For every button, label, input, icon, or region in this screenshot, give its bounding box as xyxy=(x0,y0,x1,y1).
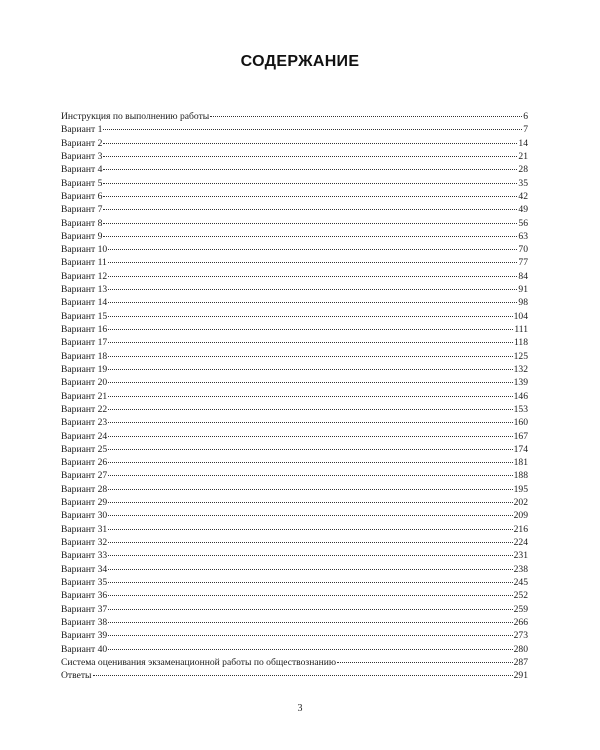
toc-entry-page: 7 xyxy=(523,124,528,136)
dot-leader xyxy=(108,569,512,570)
toc-entry xyxy=(61,350,528,363)
toc-entry-label: Вариант 10 xyxy=(61,244,108,256)
toc-entry-label: Вариант 25 xyxy=(61,443,108,455)
toc-entry-label: Вариант 30 xyxy=(61,510,108,522)
dot-leader xyxy=(93,675,513,676)
toc-entry-label: Система оценивания экзаменационной работы по обществознанию xyxy=(61,656,337,668)
dot-leader xyxy=(108,462,512,463)
toc-entry-label: Вариант 2 xyxy=(61,137,103,149)
toc-entry xyxy=(61,669,528,682)
dot-leader xyxy=(337,662,513,663)
toc-entry-label: Вариант 13 xyxy=(61,284,108,296)
dot-leader xyxy=(108,515,512,516)
toc-entry xyxy=(61,150,528,163)
toc-entry-page: 287 xyxy=(513,656,528,668)
toc-entry-page: 14 xyxy=(518,137,528,149)
toc-entry xyxy=(61,483,528,496)
toc-entry-label: Вариант 29 xyxy=(61,497,108,509)
dot-leader xyxy=(103,236,517,237)
toc-entry xyxy=(61,323,528,336)
toc-entry-page: 181 xyxy=(513,457,528,469)
toc-entry xyxy=(61,549,528,562)
toc-entry xyxy=(61,576,528,589)
toc-entry-page: 188 xyxy=(513,470,528,482)
dot-leader xyxy=(108,475,512,476)
toc-entry xyxy=(61,363,528,376)
dot-leader xyxy=(108,262,518,263)
toc-entry-page: 77 xyxy=(518,257,528,269)
toc-entry xyxy=(61,536,528,549)
toc-entry-page: 98 xyxy=(518,297,528,309)
toc-entry xyxy=(61,403,528,416)
dot-leader xyxy=(108,555,512,556)
toc-entry-label: Вариант 34 xyxy=(61,563,108,575)
toc-entry-page: 21 xyxy=(518,150,528,162)
toc-entry-label: Вариант 5 xyxy=(61,177,103,189)
toc-entry-page: 245 xyxy=(513,576,528,588)
toc-entry-page: 63 xyxy=(518,230,528,242)
dot-leader xyxy=(108,342,513,343)
toc-entry-label: Вариант 9 xyxy=(61,230,103,242)
toc-entry-page: 167 xyxy=(513,430,528,442)
toc-entry xyxy=(61,137,528,150)
toc-entry-page: 139 xyxy=(513,377,528,389)
dot-leader xyxy=(103,129,522,130)
toc-entry-label: Вариант 37 xyxy=(61,603,108,615)
toc-entry-label: Вариант 7 xyxy=(61,204,103,216)
toc-entry-page: 70 xyxy=(518,244,528,256)
toc-entry-label: Вариант 31 xyxy=(61,523,108,535)
dot-leader xyxy=(103,183,517,184)
toc-entry-page: 266 xyxy=(513,616,528,628)
toc-entry xyxy=(61,177,528,190)
dot-leader xyxy=(103,169,517,170)
dot-leader xyxy=(108,249,517,250)
toc-entry-label: Вариант 38 xyxy=(61,616,108,628)
toc-entry xyxy=(61,629,528,642)
toc-entry-label: Вариант 22 xyxy=(61,403,108,415)
toc-entry-page: 35 xyxy=(518,177,528,189)
toc-entry-page: 216 xyxy=(513,523,528,535)
toc-entry xyxy=(61,443,528,456)
toc-entry xyxy=(61,390,528,403)
toc-entry xyxy=(61,589,528,602)
toc-entry-page: 104 xyxy=(513,310,528,322)
toc-entry-page: 42 xyxy=(518,190,528,202)
dot-leader xyxy=(108,529,512,530)
toc-entry xyxy=(61,217,528,230)
toc-entry-label: Инструкция по выполнению работы xyxy=(61,111,210,122)
toc-entry xyxy=(61,509,528,522)
toc-entry-page: 160 xyxy=(513,417,528,429)
toc-entry-page: 6 xyxy=(523,111,528,122)
toc-entry-page: 252 xyxy=(513,590,528,602)
toc-entry-page: 291 xyxy=(513,670,528,682)
dot-leader xyxy=(108,635,512,636)
dot-leader xyxy=(103,196,517,197)
toc-entry xyxy=(61,283,528,296)
toc-entry xyxy=(61,430,528,443)
dot-leader xyxy=(108,422,512,423)
page-number: 3 xyxy=(297,703,303,714)
toc-entry-page: 84 xyxy=(518,270,528,282)
dot-leader xyxy=(108,369,512,370)
dot-leader xyxy=(103,223,517,224)
toc-entry-label: Вариант 26 xyxy=(61,457,108,469)
toc-entry-label: Вариант 6 xyxy=(61,190,103,202)
toc-entry xyxy=(61,190,528,203)
toc-entry xyxy=(61,456,528,469)
dot-leader xyxy=(108,289,517,290)
page-title: СОДЕРЖАНИЕ xyxy=(240,53,360,70)
dot-leader xyxy=(108,649,512,650)
toc-entry-label: Вариант 39 xyxy=(61,630,108,642)
toc-entry-label: Вариант 14 xyxy=(61,297,108,309)
toc-entry xyxy=(61,416,528,429)
toc-entry-label: Вариант 18 xyxy=(61,350,108,362)
toc-entry xyxy=(61,616,528,629)
toc-entry-label: Вариант 33 xyxy=(61,550,108,562)
dot-leader xyxy=(108,542,512,543)
toc-entry-page: 259 xyxy=(513,603,528,615)
toc-entry xyxy=(61,523,528,536)
toc-entry-label: Вариант 15 xyxy=(61,310,108,322)
toc-entry-label: Вариант 3 xyxy=(61,150,103,162)
toc-entry xyxy=(61,243,528,256)
toc-entry-label: Вариант 40 xyxy=(61,643,108,655)
toc-entry-label: Вариант 11 xyxy=(61,257,107,269)
toc-entry xyxy=(61,256,528,269)
toc-entry-page: 238 xyxy=(513,563,528,575)
toc-entry-page: 125 xyxy=(513,350,528,362)
dot-leader xyxy=(108,302,517,303)
toc-entry xyxy=(61,310,528,323)
toc-entry-page: 202 xyxy=(513,497,528,509)
toc-entry-page: 174 xyxy=(513,443,528,455)
dot-leader xyxy=(103,209,517,210)
toc-entry xyxy=(61,270,528,283)
toc-entry-label: Вариант 21 xyxy=(61,390,108,402)
toc-entry xyxy=(61,643,528,656)
dot-leader xyxy=(108,609,512,610)
toc-entry-label: Вариант 20 xyxy=(61,377,108,389)
toc-entry xyxy=(61,203,528,216)
dot-leader xyxy=(210,116,522,117)
dot-leader xyxy=(108,449,512,450)
dot-leader xyxy=(108,382,512,383)
dot-leader xyxy=(108,622,512,623)
toc-entry-page: 209 xyxy=(513,510,528,522)
toc-entry-label: Вариант 1 xyxy=(61,124,103,136)
toc-entry-label: Вариант 24 xyxy=(61,430,108,442)
table-of-contents xyxy=(61,110,528,682)
toc-entry-page: 146 xyxy=(513,390,528,402)
toc-entry xyxy=(61,336,528,349)
dot-leader xyxy=(108,396,512,397)
toc-entry xyxy=(61,110,528,123)
toc-entry-page: 91 xyxy=(518,284,528,296)
dot-leader xyxy=(108,502,512,503)
dot-leader xyxy=(108,356,512,357)
toc-entry-label: Вариант 4 xyxy=(61,164,103,176)
dot-leader xyxy=(103,156,517,157)
dot-leader xyxy=(108,595,512,596)
dot-leader xyxy=(103,143,517,144)
toc-entry xyxy=(61,376,528,389)
toc-entry xyxy=(61,123,528,136)
toc-entry-label: Вариант 19 xyxy=(61,363,108,375)
toc-entry-page: 280 xyxy=(513,643,528,655)
toc-entry xyxy=(61,496,528,509)
toc-entry-label: Вариант 28 xyxy=(61,483,108,495)
toc-entry-page: 273 xyxy=(513,630,528,642)
dot-leader xyxy=(108,316,512,317)
toc-entry-page: 111 xyxy=(514,324,528,335)
toc-entry-page: 28 xyxy=(518,164,528,176)
toc-entry xyxy=(61,296,528,309)
toc-entry-label: Вариант 12 xyxy=(61,270,108,282)
toc-entry-label: Вариант 17 xyxy=(61,337,108,349)
toc-entry-label: Ответы xyxy=(61,670,92,682)
toc-entry-label: Вариант 16 xyxy=(61,324,108,335)
toc-entry-label: Вариант 27 xyxy=(61,470,108,482)
toc-entry-label: Вариант 35 xyxy=(61,576,108,588)
dot-leader xyxy=(108,409,512,410)
toc-entry-page: 49 xyxy=(518,204,528,216)
toc-entry-page: 195 xyxy=(513,483,528,495)
toc-entry xyxy=(61,563,528,576)
toc-entry-label: Вариант 8 xyxy=(61,217,103,229)
dot-leader xyxy=(108,276,517,277)
toc-entry-page: 224 xyxy=(513,537,528,548)
toc-entry-page: 153 xyxy=(513,403,528,415)
toc-entry xyxy=(61,163,528,176)
toc-entry-page: 118 xyxy=(513,337,528,349)
toc-entry xyxy=(61,656,528,669)
dot-leader xyxy=(108,436,512,437)
toc-entry-label: Вариант 32 xyxy=(61,537,108,548)
toc-entry-page: 132 xyxy=(513,363,528,375)
toc-entry xyxy=(61,603,528,616)
toc-entry-label: Вариант 36 xyxy=(61,590,108,602)
dot-leader xyxy=(108,489,512,490)
toc-entry xyxy=(61,230,528,243)
toc-entry xyxy=(61,469,528,482)
dot-leader xyxy=(108,329,513,330)
dot-leader xyxy=(108,582,512,583)
toc-entry-page: 231 xyxy=(513,550,528,562)
toc-entry-label: Вариант 23 xyxy=(61,417,108,429)
toc-entry-page: 56 xyxy=(518,217,528,229)
